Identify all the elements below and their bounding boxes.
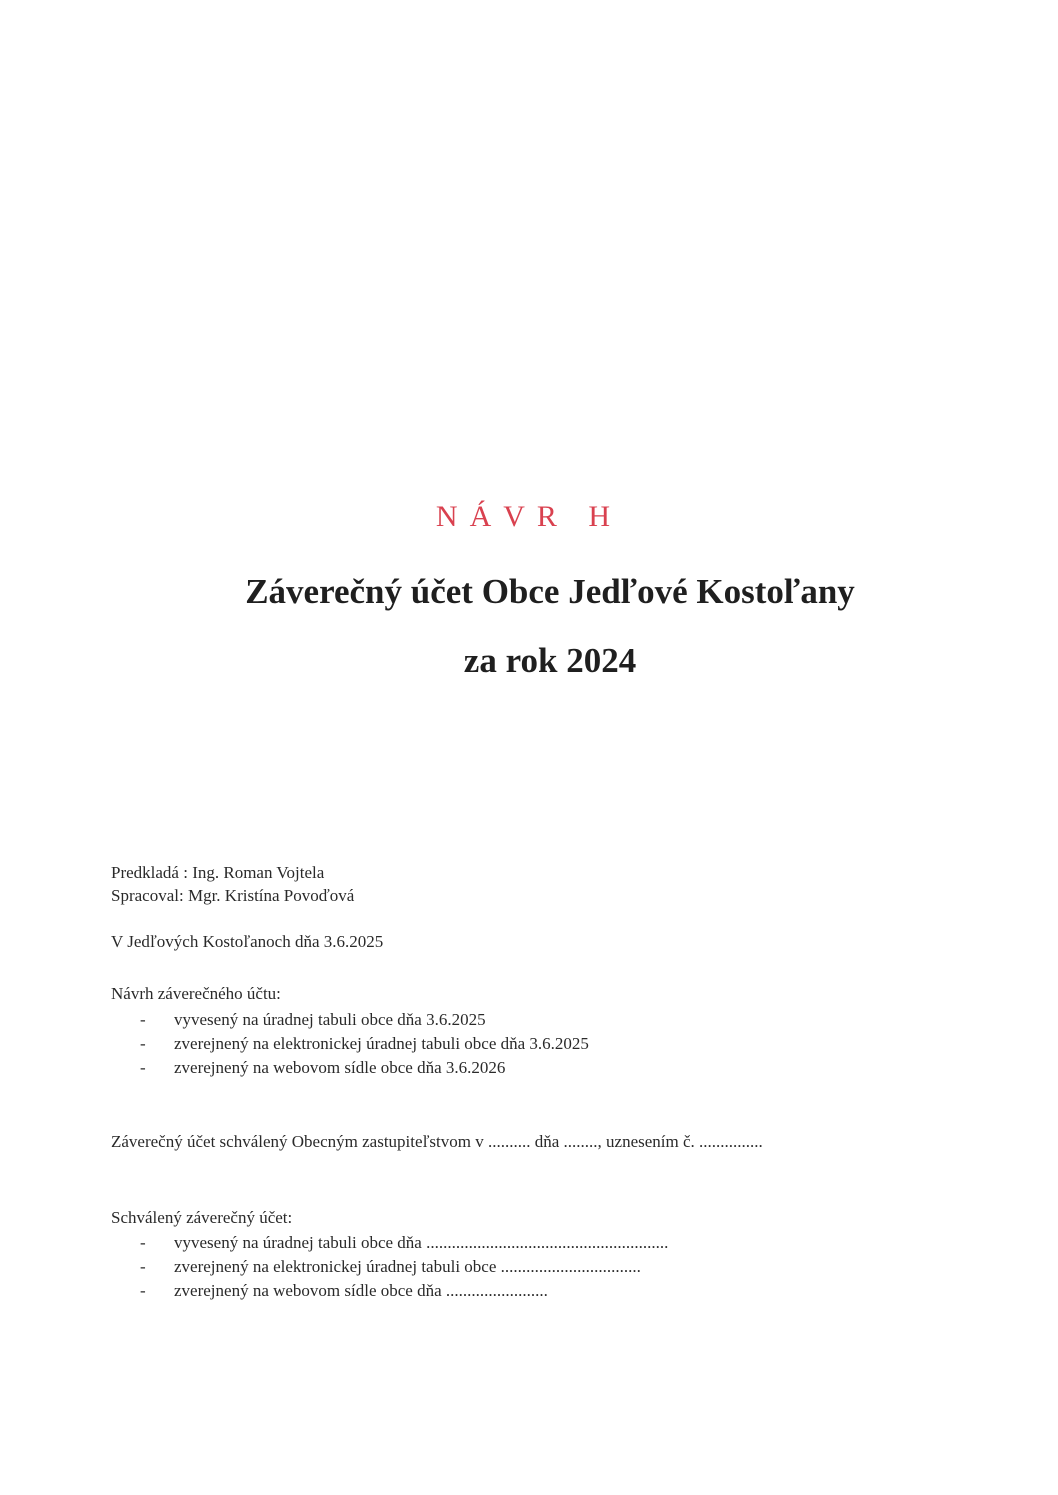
list-item-text: zverejnený na elektronickej úradnej tabuli obce ................................. <box>174 1257 641 1276</box>
bullet-dash: - <box>140 1281 146 1300</box>
bullet-dash: - <box>140 1034 146 1053</box>
bullet-dash: - <box>140 1010 146 1029</box>
list-item-text: zverejnený na elektronickej úradnej tabuli obce dňa 3.6.2025 <box>174 1034 589 1053</box>
list-item <box>140 1279 668 1303</box>
proposal-heading: Návrh záverečného účtu: <box>111 984 281 1003</box>
list-item <box>140 1056 589 1080</box>
document-subtitle: za rok 2024 <box>463 641 637 680</box>
bullet-dash: - <box>140 1257 146 1276</box>
list-item-text: vyvesený na úradnej tabuli obce dňa 3.6.2025 <box>174 1010 486 1029</box>
document-title: Záverečný účet Obce Jedľové Kostoľany <box>245 572 855 611</box>
draft-stamp: NÁVR H <box>435 500 623 533</box>
approved-heading: Schválený záverečný účet: <box>111 1208 293 1227</box>
list-item <box>140 1008 589 1032</box>
list-item <box>140 1032 589 1056</box>
list-item-text: zverejnený na webovom sídle obce dňa 3.6.2026 <box>174 1058 506 1077</box>
place-date: V Jedľových Kostoľanoch dňa 3.6.2025 <box>111 932 384 951</box>
list-item <box>140 1231 668 1255</box>
approval-sentence: Záverečný účet schválený Obecným zastupiteľstvom v .......... dňa ........, uznesením č. ............... <box>111 1132 763 1151</box>
proposal-list <box>140 1008 589 1080</box>
list-item-text: zverejnený na webovom sídle obce dňa ........................ <box>174 1281 548 1300</box>
approved-list <box>140 1231 668 1303</box>
bullet-dash: - <box>140 1058 146 1077</box>
list-item-text: vyvesený na úradnej tabuli obce dňa ......................................................... <box>174 1233 669 1252</box>
prepared-by: Spracoval: Mgr. Kristína Povoďová <box>111 886 355 905</box>
list-item <box>140 1255 668 1279</box>
bullet-dash: - <box>140 1233 146 1252</box>
submitted-by: Predkladá : Ing. Roman Vojtela <box>111 863 325 882</box>
